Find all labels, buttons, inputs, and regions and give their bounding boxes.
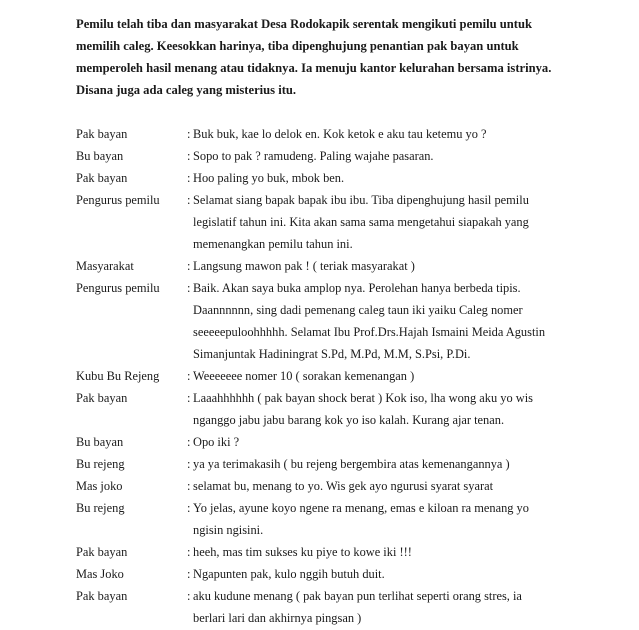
dialog-line: heeh, mas tim sukses ku piye to kowe iki !!! xyxy=(193,545,412,559)
dialog-line: memenangkan pemilu tahun ini. xyxy=(193,237,353,251)
speaker-name: Bu rejeng xyxy=(76,501,125,515)
speaker-name: Bu rejeng xyxy=(76,457,125,471)
colon-separator: : xyxy=(187,391,191,405)
speaker-name: Pak bayan xyxy=(76,589,128,603)
dialog-line: Laaahhhhhh ( pak bayan shock berat ) Kok iso, lha wong aku yo wis xyxy=(193,391,533,405)
dialog-row xyxy=(76,365,636,387)
colon-separator: : xyxy=(187,281,191,295)
speaker-name: Masyarakat xyxy=(76,259,134,273)
dialog-list xyxy=(76,123,636,629)
dialog-line: Sopo to pak ? ramudeng. Paling wajahe pasaran. xyxy=(193,149,434,163)
dialog-line: berlari lari dan akhirnya pingsan ) xyxy=(193,611,362,625)
dialog-text xyxy=(193,255,636,277)
dialog-text xyxy=(193,123,636,145)
dialog-text xyxy=(193,365,636,387)
dialog-row xyxy=(76,453,636,475)
dialog-line: ngisin ngisini. xyxy=(193,523,264,537)
dialog-text xyxy=(193,189,636,255)
dialog-row xyxy=(76,497,636,541)
dialog-row xyxy=(76,541,636,563)
colon-separator: : xyxy=(187,589,191,603)
dialog-line: aku kudune menang ( pak bayan pun terlihat seperti orang stres, ia xyxy=(193,589,522,603)
dialog-text xyxy=(193,585,636,629)
intro-line: Pemilu telah tiba dan masyarakat Desa Rodokapik serentak mengikuti pemilu untuk xyxy=(76,17,533,31)
dialog-line: Simanjuntak Hadiningrat S.Pd, M.Pd, M.M, S.Psi, P.Di. xyxy=(193,347,471,361)
speaker-name: Pak bayan xyxy=(76,391,128,405)
dialog-text xyxy=(193,387,636,431)
colon-separator: : xyxy=(187,193,191,207)
dialog-line: nganggo jabu jabu barang kok yo iso kalah. Kurang ajar tenan. xyxy=(193,413,505,427)
speaker-name: Mas joko xyxy=(76,479,123,493)
colon-separator: : xyxy=(187,149,191,163)
colon-separator: : xyxy=(187,127,191,141)
intro-line: Disana juga ada caleg yang misterius itu. xyxy=(76,83,297,97)
dialog-line: legislatif tahun ini. Kita akan sama sama mengetahui siapakah yang xyxy=(193,215,529,229)
colon-separator: : xyxy=(187,479,191,493)
dialog-line: Weeeeeee nomer 10 ( sorakan kemenangan ) xyxy=(193,369,415,383)
dialog-row xyxy=(76,255,636,277)
dialog-text xyxy=(193,453,636,475)
dialog-line: Langsung mawon pak ! ( teriak masyarakat ) xyxy=(193,259,415,273)
dialog-text xyxy=(193,145,636,167)
dialog-row xyxy=(76,563,636,585)
speaker-name: Bu bayan xyxy=(76,149,124,163)
dialog-row xyxy=(76,585,636,629)
colon-separator: : xyxy=(187,567,191,581)
dialog-row xyxy=(76,145,636,167)
speaker-name: Mas Joko xyxy=(76,567,124,581)
colon-separator: : xyxy=(187,369,191,383)
dialog-line: seeeeepuloohhhhh. Selamat Ibu Prof.Drs.Hajah Ismaini Meida Agustin xyxy=(193,325,546,339)
dialog-line: selamat bu, menang to yo. Wis gek ayo ngurusi syarat syarat xyxy=(193,479,494,493)
dialog-row xyxy=(76,189,636,255)
colon-separator: : xyxy=(187,259,191,273)
dialog-line: Daannnnnn, sing dadi pemenang caleg taun iki yaiku Caleg nomer xyxy=(193,303,523,317)
colon-separator: : xyxy=(187,171,191,185)
dialog-line: Yo jelas, ayune koyo ngene ra menang, emas e kiloan ra menang yo xyxy=(193,501,529,515)
colon-separator: : xyxy=(187,545,191,559)
dialog-row xyxy=(76,123,636,145)
speaker-name: Kubu Bu Rejeng xyxy=(76,369,160,383)
intro-paragraph xyxy=(76,13,616,101)
dialog-row xyxy=(76,167,636,189)
speaker-name: Pak bayan xyxy=(76,545,128,559)
dialog-row xyxy=(76,431,636,453)
dialog-row xyxy=(76,277,636,365)
intro-line: memperoleh hasil menang atau tidaknya. Ia menuju kantor kelurahan bersama istrinya. xyxy=(76,61,552,75)
speaker-name: Pak bayan xyxy=(76,171,128,185)
dialog-line: Selamat siang bapak bapak ibu ibu. Tiba dipenghujung hasil pemilu xyxy=(193,193,529,207)
dialog-text xyxy=(193,167,636,189)
dialog-line: Opo iki ? xyxy=(193,435,240,449)
dialog-row xyxy=(76,387,636,431)
dialog-line: ya ya terimakasih ( bu rejeng bergembira atas kemenangannya ) xyxy=(193,457,510,471)
colon-separator: : xyxy=(187,501,191,515)
dialog-line: Baik. Akan saya buka amplop nya. Perolehan hanya berbeda tipis. xyxy=(193,281,521,295)
dialog-line: Hoo paling yo buk, mbok ben. xyxy=(193,171,345,185)
dialog-text xyxy=(193,277,636,365)
dialog-text xyxy=(193,431,636,453)
dialog-text xyxy=(193,475,636,497)
dialog-text xyxy=(193,563,636,585)
dialog-line: Buk buk, kae lo delok en. Kok ketok e aku tau ketemu yo ? xyxy=(193,127,487,141)
intro-line: memilih caleg. Keesokkan harinya, tiba dipenghujung penantian pak bayan untuk xyxy=(76,39,519,53)
dialog-text xyxy=(193,541,636,563)
dialog-row xyxy=(76,475,636,497)
dialog-text xyxy=(193,497,636,541)
colon-separator: : xyxy=(187,435,191,449)
speaker-name: Pengurus pemilu xyxy=(76,281,160,295)
speaker-name: Pengurus pemilu xyxy=(76,193,160,207)
colon-separator: : xyxy=(187,457,191,471)
speaker-name: Pak bayan xyxy=(76,127,128,141)
speaker-name: Bu bayan xyxy=(76,435,124,449)
dialog-line: Ngapunten pak, kulo nggih butuh duit. xyxy=(193,567,385,581)
